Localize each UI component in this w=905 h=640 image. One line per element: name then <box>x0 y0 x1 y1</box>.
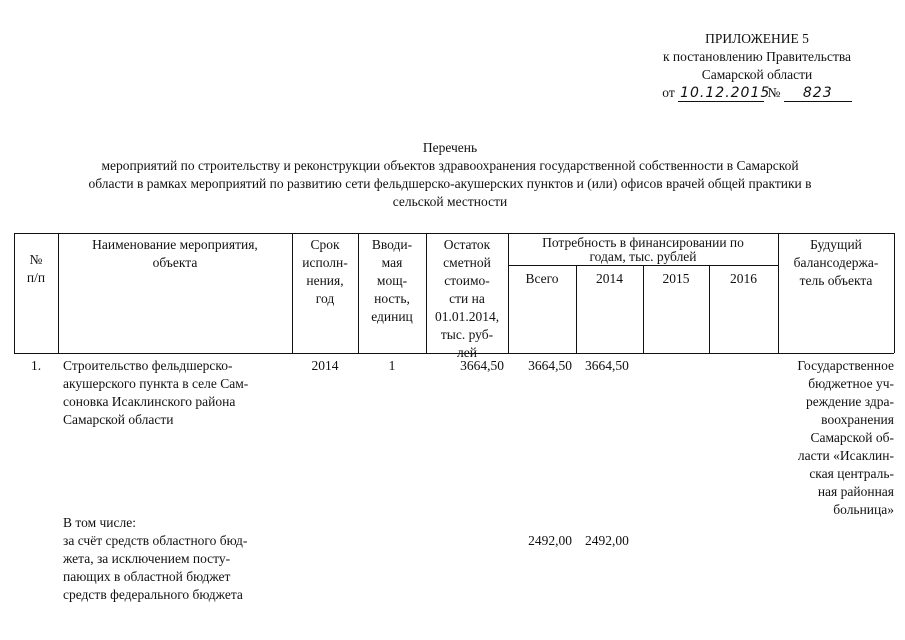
header-need-2015: 2015 <box>662 271 690 286</box>
header-holder: Будущий балансодержа- тель объекта <box>793 237 879 288</box>
appendix-line-1: к постановлению Правительства <box>662 49 852 64</box>
title-line-1: мероприятий по строительству и реконструкции объектов здравоохранения государственной собственности в Самарской <box>101 158 799 173</box>
including-label: В том числе: <box>63 515 136 530</box>
col-border-10 <box>894 233 895 353</box>
decree-date: 10.12.2015 <box>680 85 771 101</box>
header-term: Срок исполн- нения, год <box>302 237 348 306</box>
title-line-2: области в рамках мероприятий по развитию сети фельдшерско-акушерских пунктов и (или) офисов врачей общей практики в <box>88 176 812 191</box>
header-need-2016: 2016 <box>730 271 757 286</box>
title-line-3: сельской местности <box>392 194 508 209</box>
row-holder: Государственное бюджетное уч- реждение здра- воохранения Самарской об- ласти «Исаклин- ская централь- ная районная больница» <box>797 358 894 517</box>
header-need-total: Всего <box>525 271 559 286</box>
including-total: 2492,00 <box>528 533 572 548</box>
row-name: Строительство фельдшерско- акушерского пункта в селе Сам- соновка Исаклинского района Самарской области <box>63 358 249 427</box>
title-heading: Перечень <box>422 140 478 155</box>
number-label: № <box>767 85 781 100</box>
header-need: Потребность в финансировании по годам, тыс. рублей <box>542 235 744 264</box>
header-balance: Остаток сметной стоимо- сти на 01.01.2014, тыс. руб- лей <box>434 237 500 360</box>
appendix-line-2: Самарской области <box>701 67 813 82</box>
including-2014: 2492,00 <box>585 533 629 548</box>
header-num: № п/п <box>26 252 46 285</box>
header-capacity: Вводи- мая мощ- ность, единиц <box>371 237 413 324</box>
document-title <box>40 139 860 211</box>
appendix-block <box>627 30 887 102</box>
appendix-heading: ПРИЛОЖЕНИЕ 5 <box>705 31 809 46</box>
header-need-2014: 2014 <box>596 271 623 286</box>
row-capacity: 1 <box>388 358 396 373</box>
appendix-date-line <box>627 84 887 102</box>
row-num: 1. <box>30 358 42 373</box>
decree-number: 823 <box>784 85 852 102</box>
including-name: за счёт средств областного бюд- жета, за исключением посту- пающих в областной бюджет средств федерального бюджета <box>63 533 248 602</box>
row-balance: 3664,50 <box>460 358 504 373</box>
row-term: 2014 <box>311 358 339 373</box>
table-top-border <box>14 233 894 234</box>
header-name: Наименование мероприятия, объекта <box>92 237 258 270</box>
from-label: от <box>662 85 675 100</box>
row-total: 3664,50 <box>528 358 572 373</box>
row-2014: 3664,50 <box>585 358 629 373</box>
